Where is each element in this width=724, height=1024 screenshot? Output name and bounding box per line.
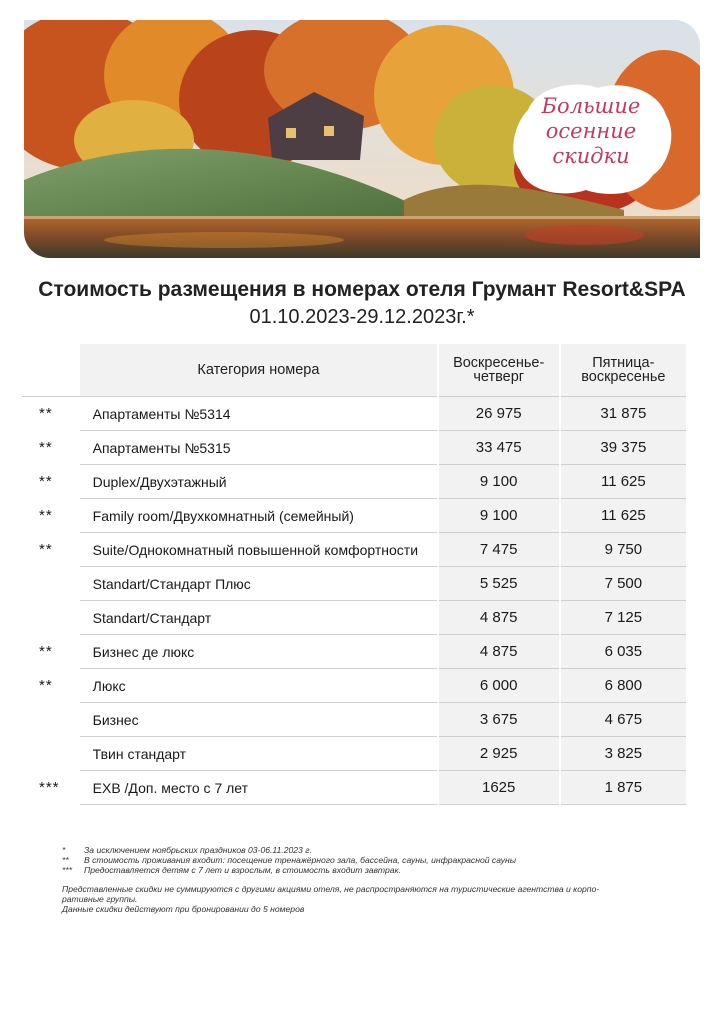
- price-weekend: 9 750: [560, 533, 686, 567]
- footnote-mark: *: [62, 845, 66, 855]
- footnote-mark: **: [62, 855, 69, 865]
- row-mark: ***: [39, 779, 60, 796]
- room-category: Suite/Однокомнатный повышенной комфортности: [80, 533, 438, 567]
- price-weekend: 7 125: [560, 601, 686, 635]
- price-weekend: 7 500: [560, 567, 686, 601]
- footnote: [62, 865, 662, 875]
- room-category: EXB /Доп. место с 7 лет: [80, 771, 438, 805]
- row-mark: [22, 601, 80, 635]
- table-row: [22, 533, 686, 567]
- row-mark: **: [39, 439, 53, 456]
- disclaimer-line-2: ративные группы.: [62, 894, 138, 904]
- price-weekday: 1625: [438, 771, 560, 805]
- table-row: [22, 669, 686, 703]
- room-category: Апартаменты №5315: [80, 431, 438, 465]
- room-category: Family room/Двухкомнатный (семейный): [80, 499, 438, 533]
- header-weekday-line-2: четверг: [473, 369, 525, 385]
- price-weekend: 11 625: [560, 465, 686, 499]
- room-category: Standart/Стандарт: [80, 601, 438, 635]
- price-weekday: 3 675: [438, 703, 560, 737]
- row-mark: [22, 703, 80, 737]
- price-weekend: 11 625: [560, 499, 686, 533]
- footnotes: [62, 845, 662, 914]
- hero-image: [24, 20, 700, 258]
- row-mark: **: [39, 677, 53, 694]
- footnote: [62, 855, 662, 865]
- header-mark-cell: [22, 344, 80, 397]
- price-weekend: 3 825: [560, 737, 686, 771]
- badge-line-1: Большие: [541, 94, 641, 118]
- badge-line-3: скидки: [552, 144, 630, 168]
- room-category: Люкс: [80, 669, 438, 703]
- price-weekend: 39 375: [560, 431, 686, 465]
- footnote-text: Предоставляется детям с 7 лет и взрослым, в стоимость входит завтрак.: [84, 865, 401, 875]
- table-row: [22, 737, 686, 771]
- price-weekday: 26 975: [438, 397, 560, 431]
- price-weekend: 6 035: [560, 635, 686, 669]
- header-category: Категория номера: [80, 344, 438, 397]
- row-mark: [22, 737, 80, 771]
- price-weekday: 7 475: [438, 533, 560, 567]
- header-weekend: [560, 344, 686, 397]
- price-weekend: 1 875: [560, 771, 686, 805]
- price-weekday: 9 100: [438, 465, 560, 499]
- price-weekend: 31 875: [560, 397, 686, 431]
- footnote: [62, 845, 662, 855]
- price-table: [22, 344, 686, 805]
- price-weekday: 9 100: [438, 499, 560, 533]
- badge-line-2: осенние: [545, 119, 637, 143]
- footnote-text: За исключением ноябрьских праздников 03-06.11.2023 г.: [84, 845, 312, 855]
- room-category: Бизнес де люкс: [80, 635, 438, 669]
- room-category: Duplex/Двухэтажный: [80, 465, 438, 499]
- header-weekday: [438, 344, 560, 397]
- autumn-discount-badge: [508, 80, 674, 198]
- table-row: [22, 431, 686, 465]
- room-category: Апартаменты №5314: [80, 397, 438, 431]
- table-row: [22, 567, 686, 601]
- row-mark: **: [39, 473, 53, 490]
- table-row: [22, 397, 686, 431]
- price-weekday: 6 000: [438, 669, 560, 703]
- disclaimer-line-1: Представленные скидки не суммируются с другими акциями отеля, не распространяются на туристические агентства и корпо-: [62, 884, 600, 894]
- price-weekend: 4 675: [560, 703, 686, 737]
- footnote-text: В стоимость проживания входит: посещение тренажёрного зала, бассейна, сауны, инфракрасной сауны: [84, 855, 517, 865]
- price-weekend: 6 800: [560, 669, 686, 703]
- header-weekend-line-1: Пятница-: [592, 355, 655, 371]
- row-mark: **: [39, 643, 53, 660]
- room-category: Твин стандарт: [80, 737, 438, 771]
- price-weekday: 4 875: [438, 635, 560, 669]
- row-mark: **: [39, 541, 53, 558]
- page-title: Стоимость размещения в номерах отеля Грумант Resort&SPA: [38, 278, 686, 301]
- footnote-mark: ***: [62, 865, 73, 875]
- table-row: [22, 499, 686, 533]
- room-category: Standart/Стандарт Плюс: [80, 567, 438, 601]
- table-row: [22, 601, 686, 635]
- table-row: [22, 771, 686, 805]
- row-mark: [22, 567, 80, 601]
- disclaimer-line-3: Данные скидки действуют при бронировании до 5 номеров: [62, 904, 305, 914]
- table-row: [22, 465, 686, 499]
- date-range: 01.10.2023-29.12.2023г.*: [249, 306, 475, 328]
- price-weekday: 33 475: [438, 431, 560, 465]
- header-weekday-line-1: Воскресенье-: [453, 355, 545, 371]
- table-row: [22, 703, 686, 737]
- price-weekday: 5 525: [438, 567, 560, 601]
- price-weekday: 2 925: [438, 737, 560, 771]
- table-row: [22, 635, 686, 669]
- room-category: Бизнес: [80, 703, 438, 737]
- table-header: [22, 344, 686, 397]
- row-mark: **: [39, 507, 53, 524]
- price-weekday: 4 875: [438, 601, 560, 635]
- header-weekend-line-2: воскресенье: [581, 369, 666, 385]
- row-mark: **: [39, 405, 53, 423]
